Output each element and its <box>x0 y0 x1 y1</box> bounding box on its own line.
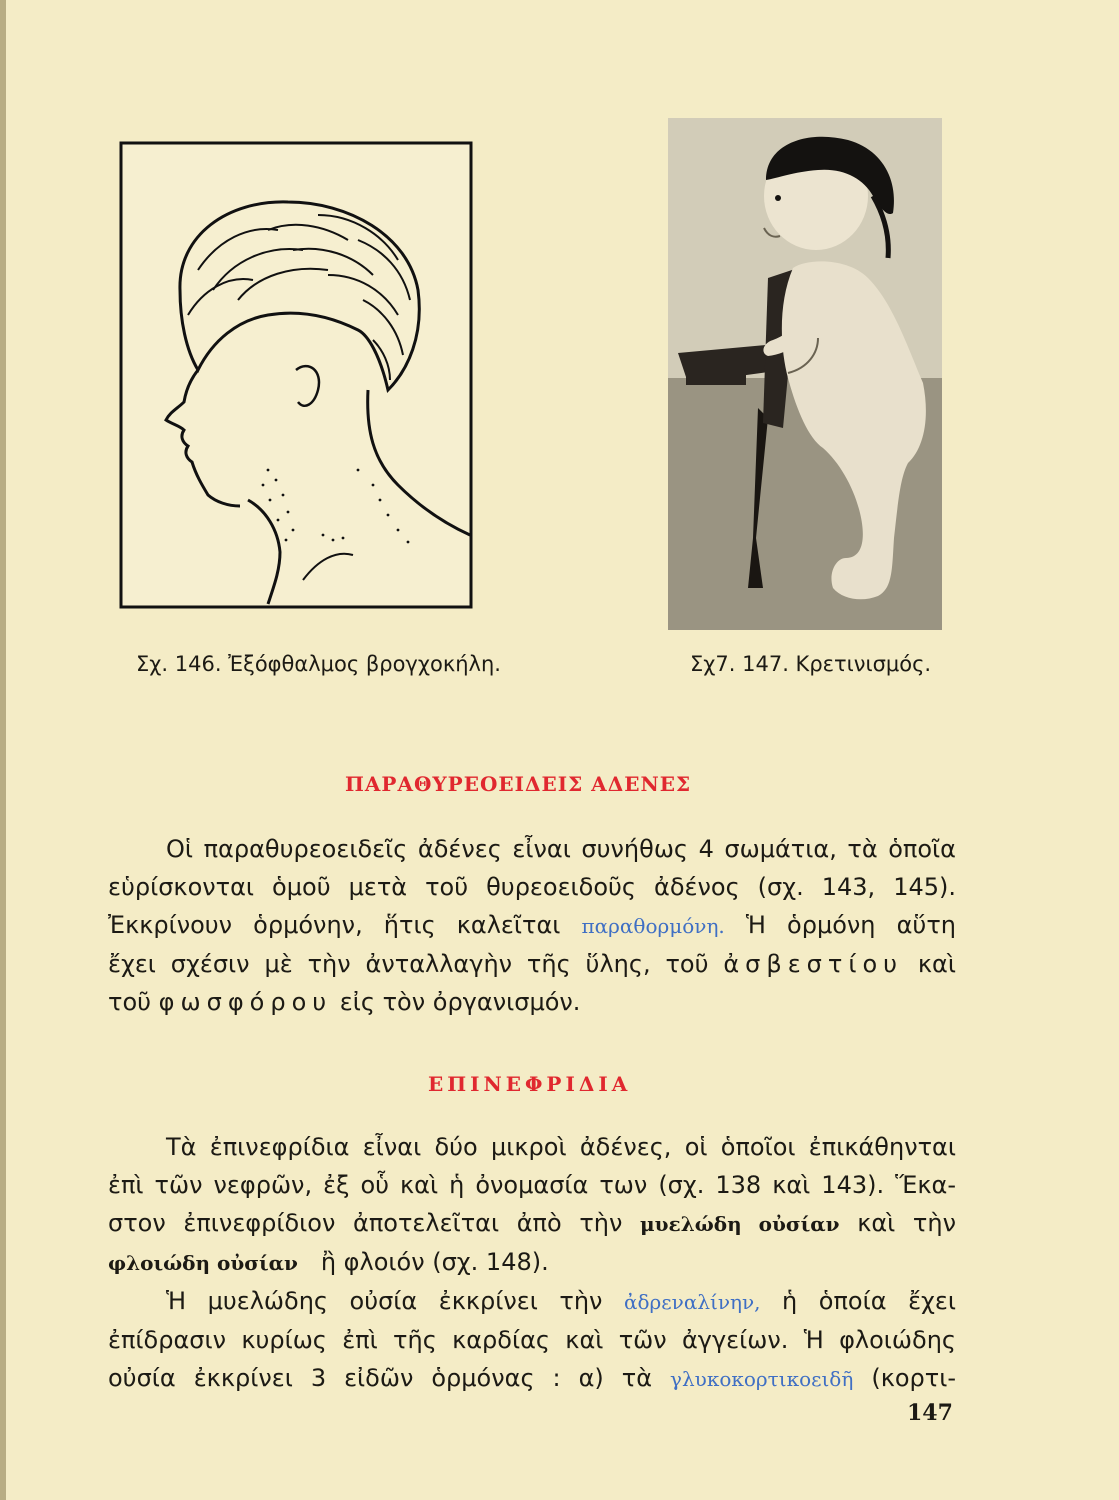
text-span: καὶ <box>917 950 956 978</box>
text-line: ἐπὶ τῶν νεφρῶν, ἐξ οὗ καὶ ἡ ὀνομασία των (σχ. 138 καὶ 143). Ἕκα- <box>108 1171 956 1199</box>
figure-147-caption: Σχ7. 147. Κρετινισμός. <box>690 652 932 676</box>
text-span: Ἡ ὁρμόνη αὕτη <box>745 911 956 939</box>
page-number: 147 <box>907 1400 953 1426</box>
text-line: εὑρίσκονται ὁμοῦ μετὰ τοῦ θυρεοειδοῦς ἀδένος (σχ. 143, 145). <box>108 873 956 901</box>
figure-146-caption: Σχ. 146. Ἐξόφθαλμος βρογχοκήλη. <box>136 652 501 676</box>
text-line <box>108 1282 956 1321</box>
term-adrenaline: ἀδρεναλίνην, <box>624 1290 761 1314</box>
text-line: Τὰ ἐπινεφρίδια εἶναι δύο μικροὶ ἀδένες, οἱ ὁποῖοι ἐπικάθηνται <box>166 1133 956 1161</box>
text-span: οὐσία ἐκκρίνει 3 εἰδῶν ὁρμόνας : α) τὰ <box>108 1364 653 1392</box>
figure-146-drawing <box>118 140 474 610</box>
term-medulla: μυελώδη οὐσίαν <box>640 1212 840 1236</box>
term-cortex: φλοιώδη οὐσίαν <box>108 1251 298 1275</box>
text-line <box>108 1243 956 1282</box>
text-span: (κορτι- <box>871 1364 956 1392</box>
text-span: στον ἐπινεφρίδιον ἀποτελεῖται ἀπὸ τὴν <box>108 1209 623 1237</box>
child-photo <box>668 118 942 630</box>
text-line <box>108 945 956 983</box>
text-span: Ἡ μυελώδης οὐσία ἐκκρίνει τὴν <box>166 1287 603 1315</box>
term-glucocorticoids: γλυκοκορτικοειδῆ <box>670 1367 854 1391</box>
spaced-term-calcium: ἀσβεστίου <box>723 950 904 978</box>
section-parathyroid-heading: ΠΑΡΑΘΥΡΕΟΕΙΔΕΙΣ ΑΔΕΝΕΣ <box>345 772 692 796</box>
text-span: καὶ τὴν <box>857 1209 956 1237</box>
text-line: ἐπίδρασιν κυρίως ἐπὶ τῆς καρδίας καὶ τῶν ἀγγείων. Ἡ φλοιώδης <box>108 1326 956 1354</box>
text-line <box>108 1359 956 1398</box>
figure-147-photo <box>668 118 942 630</box>
text-span: ἡ ὁποία ἔχει <box>782 1287 956 1315</box>
text-line <box>108 983 956 1021</box>
text-span: τοῦ <box>108 988 152 1016</box>
text-span: εἰς τὸν ὀργανισμόν. <box>339 988 581 1016</box>
spaced-term-phosphorus: φωσφόρου <box>158 988 333 1016</box>
section-adrenal-paragraph <box>108 1128 956 1398</box>
text-span: ἢ φλοιόν (σχ. 148). <box>320 1248 549 1276</box>
text-line: Οἱ παραθυρεοειδεῖς ἀδένες εἶναι συνήθως 4 σωμάτια, τὰ ὁποῖα <box>166 835 956 863</box>
profile-drawing <box>118 140 474 610</box>
section-parathyroid-paragraph <box>108 830 956 1021</box>
text-span: ἔχει σχέσιν μὲ τὴν ἀνταλλαγὴν τῆς ὕλης, τοῦ <box>108 950 709 978</box>
term-parathormone: παραθορμόνη. <box>581 914 725 938</box>
text-span: Ἐκκρίνουν ὁρμόνην, ἥτις καλεῖται <box>108 911 561 939</box>
text-line <box>108 906 956 945</box>
page-edge <box>0 0 6 1500</box>
text-line <box>108 1204 956 1243</box>
section-adrenal-heading: ΕΠΙΝΕΦΡΙΔΙΑ <box>428 1072 632 1096</box>
